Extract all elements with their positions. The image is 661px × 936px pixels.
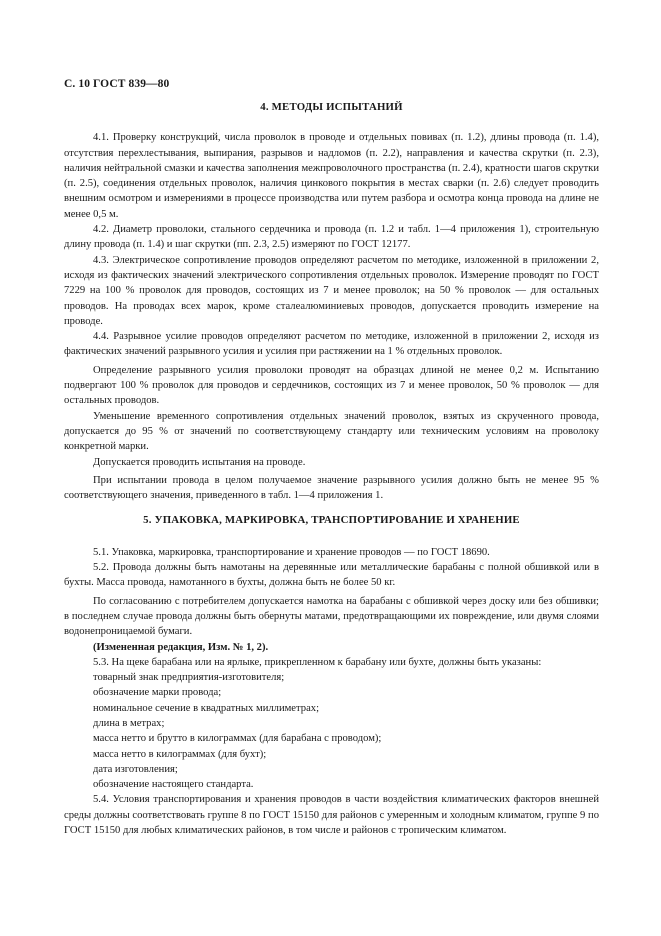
paragraph-4-3: 4.3. Электрическое сопротивление проводов определяют расчетом по методике, изложенной в приложении 2, исходя из фактических значений электрического сопротивления отдельных проволок. Измерение проводят по ГОСТ 7229 на 100 % проволок для проводов, состоящих из 7 и менее проволок; на 50 % проволок — для остальных проводов. На проводах всех марок, кроме сталеалюминиевых проводов, допускается проводить измерение на проводе. [64,254,599,327]
section-5-title: 5. УПАКОВКА, МАРКИРОВКА, ТРАНСПОРТИРОВАНИЕ И ХРАНЕНИЕ [143,514,520,527]
paragraph-5-2: 5.2. Провода должны быть намотаны на деревянные или металлические барабаны с полной обшивкой или в бухты. Масса провода, намотанного в бухты, должна быть не более 50 кг. [64,562,599,589]
running-head: С. 10 ГОСТ 839—80 [64,78,170,90]
section-4-title: 4. МЕТОДЫ ИСПЫТАНИЙ [260,101,403,113]
paragraph-4-4-b: Уменьшение временного сопротивления отдельных значений проволок, взятых из скрученного провода, допускается до 95 % от значений по соответствующему стандарту или техническим условиям на проволоку конкретной марки. [64,410,599,453]
marking-list [64,670,599,792]
list-item: дата изготовления; [93,763,178,775]
paragraph-4-4-d: При испытании провода в целом получаемое значение разрывного усилия должно быть не менее 95 % соответствующего значения, приведенного в табл. 1—4 приложения 1. [64,474,599,502]
amendment-note: (Измененная редакция, Изм. № 1, 2). [93,641,269,653]
paragraph-5-1: 5.1. Упаковка, маркировка, транспортирование и хранение проводов — по ГОСТ 18690. [93,546,490,558]
list-item: масса нетто в килограммах (для бухт); [93,748,267,760]
paragraph-4-1: 4.1. Проверку конструкций, числа проволок в проводе и отдельных повивах (п. 1.2), длины провода (п. 1.4), отсутствия перехлестывания, выпирания, разрывов и надломов (п. 2.2), направления и качества скрутки (п. 2.3), наличия нейтральной смазки и качества заполнения межпроволочного пространства (п. 2.4), кратности шагов скрутки (п. 2.5), соединения отдельных проволок, наличия цинкового покрытия в местах сварки (п. 2.6) следует проводить внешним осмотром и измерениями в процессе производства или путем разбора и осмотра конца провода на длине не менее 0,5 м. [64,132,599,220]
list-item: длина в метрах; [93,717,165,729]
list-item: обозначение марки провода; [93,687,222,699]
list-item: обозначение настоящего стандарта. [93,779,254,791]
list-item: номинальное сечение в квадратных миллиметрах; [93,702,320,714]
paragraph-4-2: 4.2. Диаметр проволоки, стального сердечника и провода (п. 1.2 и табл. 1—4 приложения 1), строительную длину провода (п. 1.4) и шаг скрутки (пп. 2.3, 2.5) измеряют по ГОСТ 12177. [64,224,599,251]
paragraph-4-4-c: Допускается проводить испытания на проводе. [93,456,306,468]
paragraph-4-4: 4.4. Разрывное усилие проводов определяют расчетом по методике, изложенной в приложении 2, исходя из фактических значений разрывного усилия и усилия при растяжении на 1 % отдельных проволок. [64,331,599,358]
paragraph-5-3: 5.3. На щеке барабана или на ярлыке, прикрепленном к барабану или бухте, должны быть указаны: [93,656,542,668]
list-item: товарный знак предприятия-изготовителя; [93,672,285,684]
paragraph-4-4-a: Определение разрывного усилия проволоки проводят на образцах длиной не менее 0,2 м. Испытанию подвергают 100 % проволок для проводов и сердечников, состоящих из 7 и менее проволок, 50 % проволок — для остальных проводов. [64,364,599,407]
paragraph-5-2-a: По согласованию с потребителем допускается намотка на барабаны с обшивкой через доску или без обшивки; в последнем случае провода должны быть обернуты матами, предотвращающими их повреждение, или двумя слоями водонепроницаемой бумаги. [64,595,599,638]
paragraph-5-4: 5.4. Условия транспортирования и хранения проводов в части воздействия климатических факторов внешней среды должны соответствовать группе 8 по ГОСТ 15150 для районов с умеренным и холодным климатом, группе 9 по ГОСТ 15150 для любых климатических районов, в том числе и районов с тропическим климатом. [64,794,599,837]
list-item: масса нетто и брутто в килограммах (для барабана с проводом); [93,733,382,745]
page-content [64,100,599,838]
